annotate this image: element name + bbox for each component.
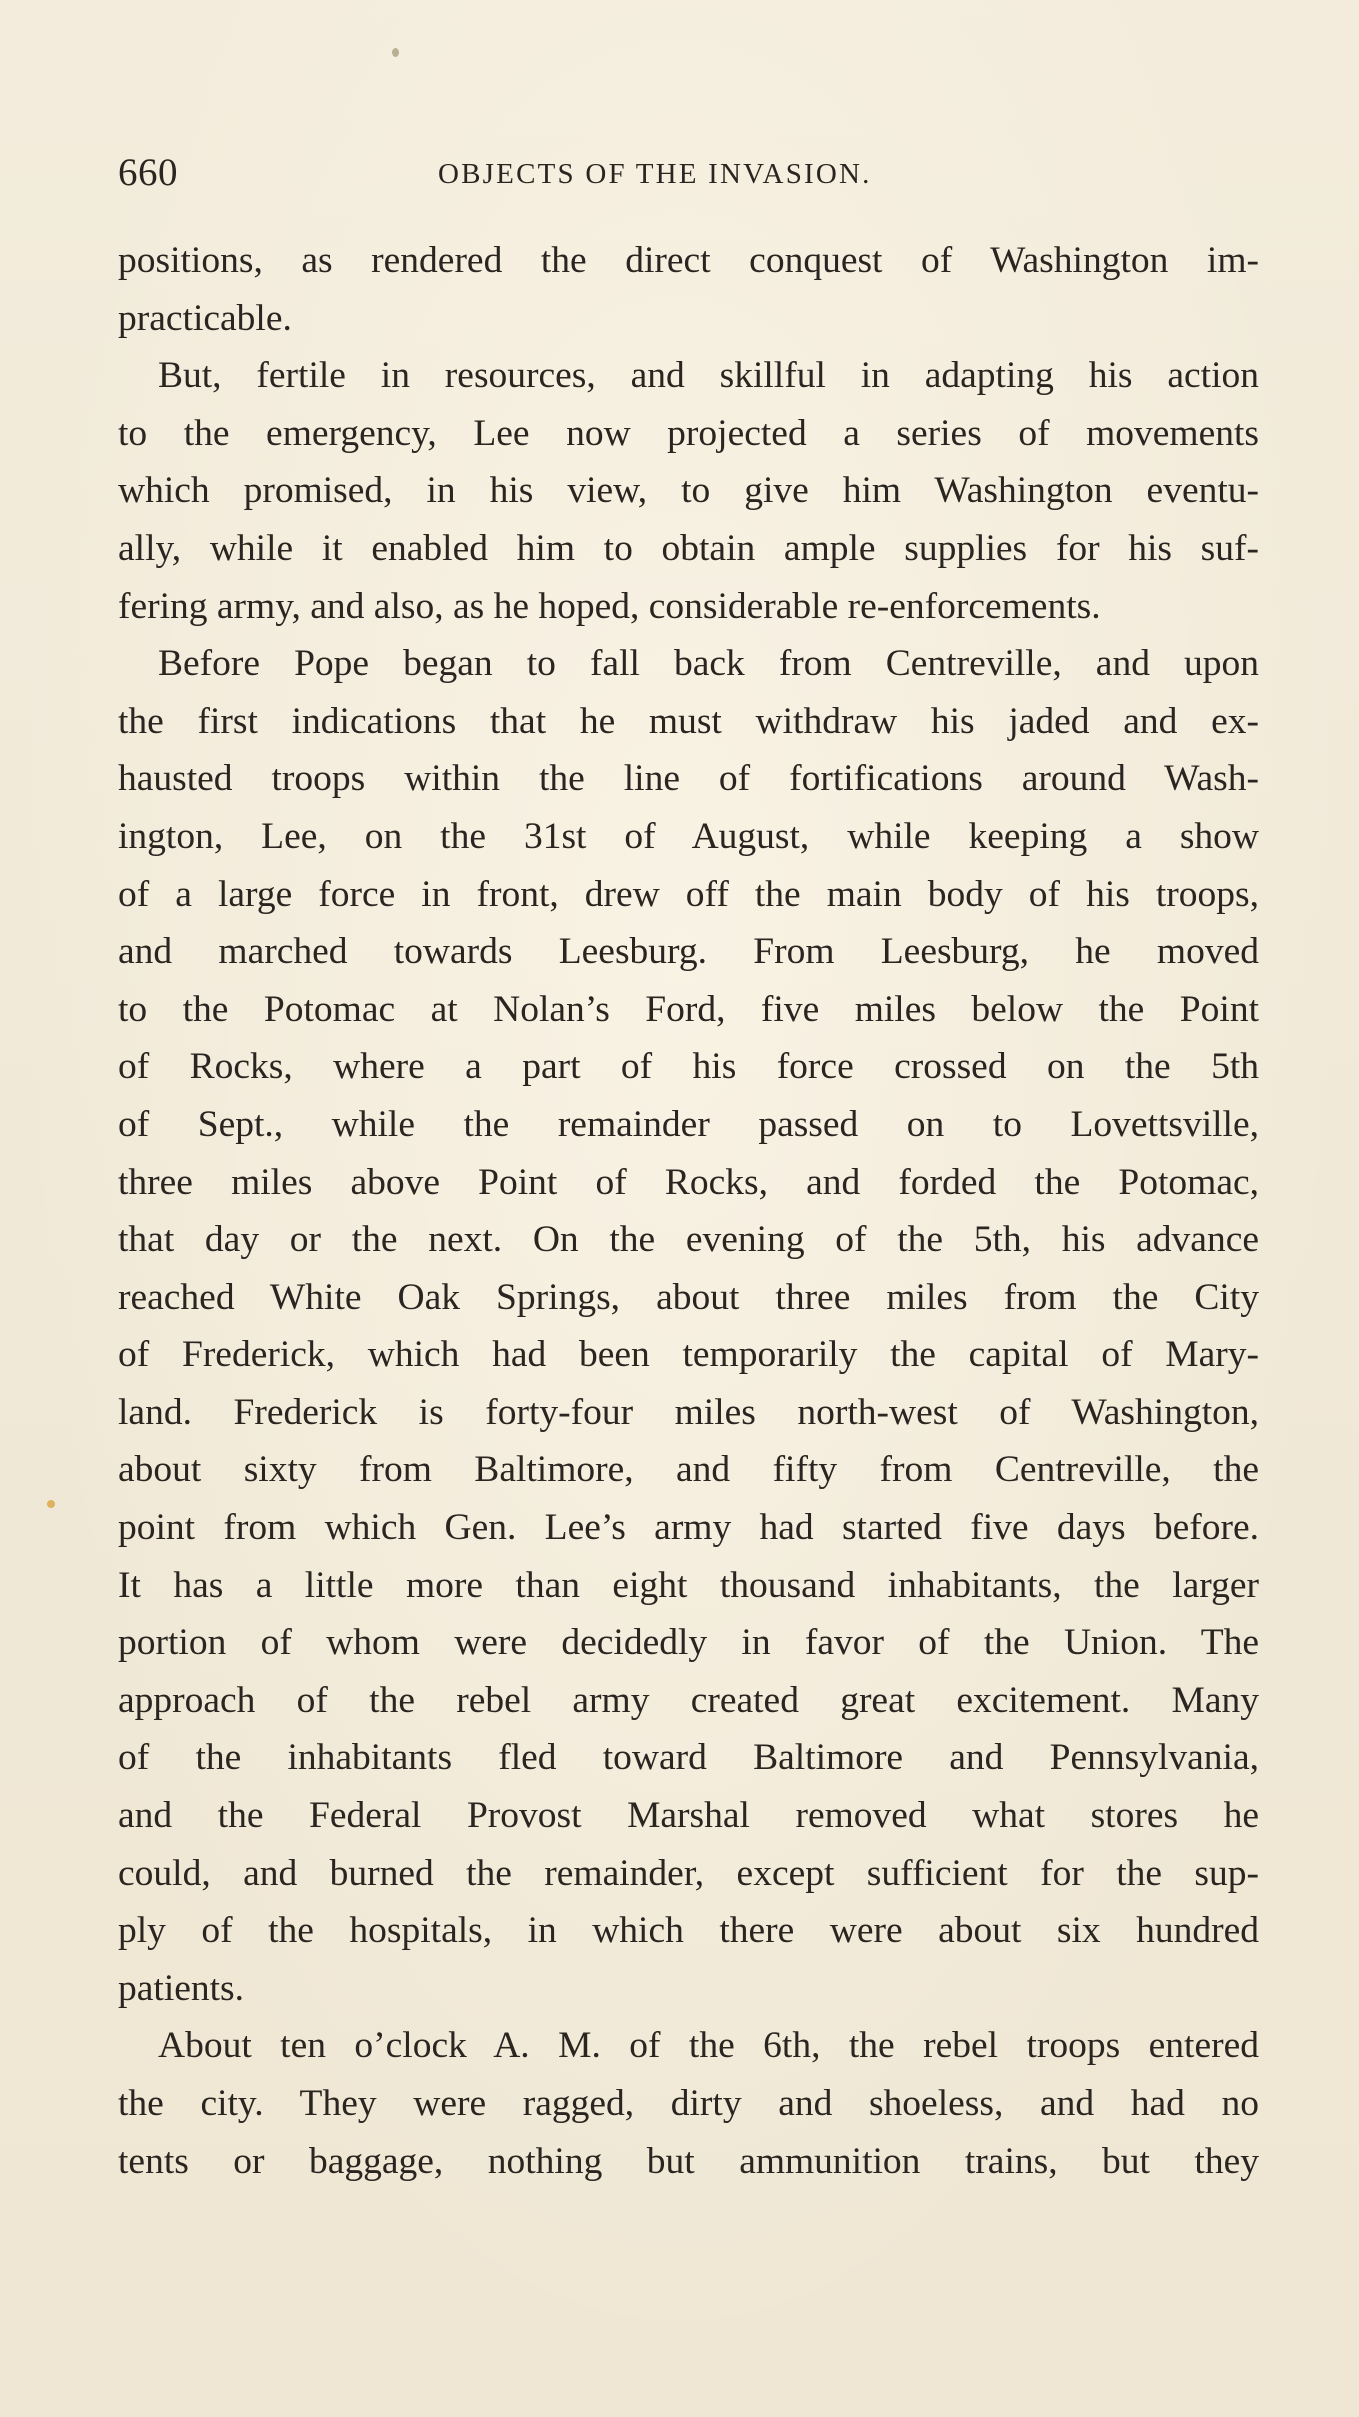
text-line: It has a little more than eight thousand inhabitants, the larger (118, 1564, 1259, 1606)
page-header (118, 150, 1259, 200)
text-line: to the Potomac at Nolan’s Ford, five miles below the Point (118, 988, 1259, 1030)
ink-speck (47, 1500, 55, 1508)
text-line: the first indications that he must withdraw his jaded and ex- (118, 700, 1259, 742)
text-line: approach of the rebel army created great excitement. Many (118, 1679, 1259, 1721)
text-line: the city. They were ragged, dirty and shoeless, and had no (118, 2083, 1259, 2124)
text-line: of Sept., while the remainder passed on to Lovettsville, (118, 1103, 1259, 1145)
text-line: ally, while it enabled him to obtain ample supplies for his suf- (118, 527, 1259, 569)
text-line: portion of whom were decidedly in favor of the Union. The (118, 1622, 1259, 1664)
running-title: OBJECTS OF THE INVASION. (438, 158, 872, 190)
text-line: could, and burned the remainder, except sufficient for the sup- (118, 1852, 1259, 1894)
text-line: practicable. (118, 297, 292, 339)
text-line: ington, Lee, on the 31st of August, while keeping a show (118, 815, 1259, 857)
text-line: to the emergency, Lee now projected a series of movements (118, 412, 1259, 454)
body-text (118, 232, 1259, 2190)
text-line: patients. (118, 1967, 245, 2009)
text-line: point from which Gen. Lee’s army had started five days before. (118, 1507, 1259, 1549)
text-line: of the inhabitants fled toward Baltimore and Pennsylvania, (118, 1737, 1259, 1779)
text-line: fering army, and also, as he hoped, considerable re-enforcements. (118, 585, 1101, 627)
text-line: ply of the hospitals, in which there were about six hundred (118, 1910, 1259, 1952)
text-line: which promised, in his view, to give him Washington eventu- (118, 470, 1259, 512)
text-line: tents or baggage, nothing but ammunition trains, but they (118, 2140, 1259, 2182)
text-line: Before Pope began to fall back from Centreville, and upon (158, 643, 1259, 685)
ink-speck (392, 48, 399, 57)
text-line: of Rocks, where a part of his force crossed on the 5th (118, 1046, 1259, 1088)
page-number: 660 (118, 151, 178, 194)
text-line: But, fertile in resources, and skillful in adapting his action (158, 355, 1259, 397)
text-line: about sixty from Baltimore, and fifty from Centreville, the (118, 1449, 1259, 1491)
text-line: that day or the next. On the evening of the 5th, his advance (118, 1219, 1259, 1261)
text-line: of Frederick, which had been temporarily the capital of Mary- (118, 1334, 1259, 1376)
text-line: positions, as rendered the direct conquest of Washington im- (118, 240, 1259, 281)
text-line: land. Frederick is forty-four miles north-west of Washington, (118, 1391, 1259, 1433)
text-line: hausted troops within the line of fortifications around Wash- (118, 758, 1259, 800)
text-line: reached White Oak Springs, about three miles from the City (118, 1276, 1259, 1318)
text-line: of a large force in front, drew off the main body of his troops, (118, 873, 1259, 915)
text-line: and the Federal Provost Marshal removed what stores he (118, 1795, 1259, 1837)
text-line: About ten o’clock A. M. of the 6th, the rebel troops entered (158, 2025, 1259, 2067)
text-line: three miles above Point of Rocks, and forded the Potomac, (118, 1161, 1259, 1203)
text-line: and marched towards Leesburg. From Leesburg, he moved (118, 931, 1259, 973)
